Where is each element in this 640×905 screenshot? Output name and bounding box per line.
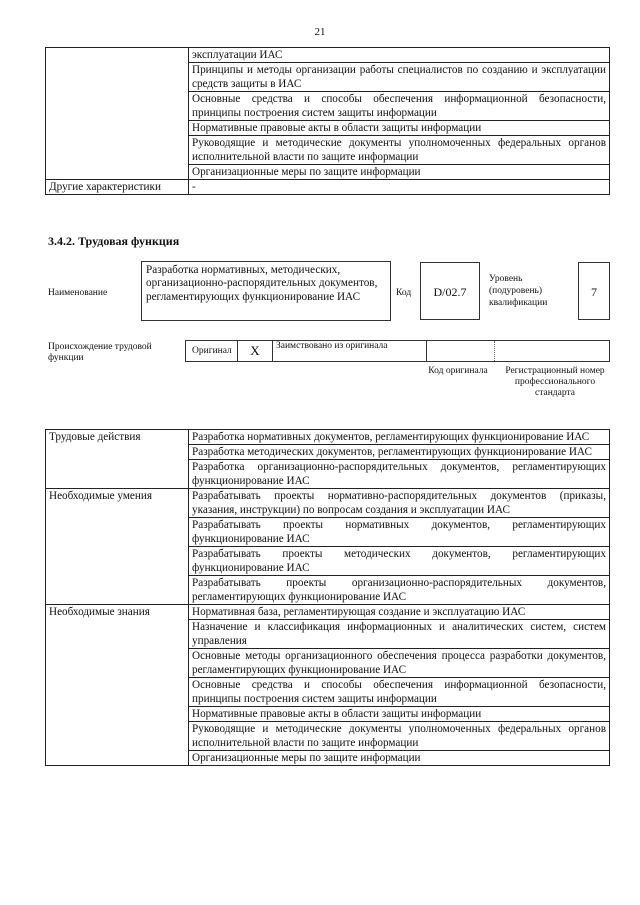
- borrowed-label: Заимствовано из оригинала: [272, 341, 427, 361]
- table-cell: Разрабатывать проекты нормативных документов, регламентирующих функционирование ИАС: [189, 518, 610, 547]
- table-cell: Разрабатывать проекты организационно-распорядительных документов, регламентирующих функционирование ИАС: [189, 576, 610, 605]
- level-value: 7: [578, 262, 610, 320]
- table-row: [46, 605, 610, 620]
- level-label: Уровень (подуровень) квалификации: [489, 274, 548, 308]
- table-cell: Руководящие и методические документы уполномоченных федеральных органов исполнительной власти по защите информации: [189, 722, 610, 751]
- table-cell: Нормативная база, регламентирующая создание и эксплуатацию ИАС: [189, 605, 610, 620]
- table-cell: Основные средства и способы обеспечения информационной безопасности, принципы построения систем защиты информации: [189, 92, 610, 121]
- row-label: Необходимые умения: [46, 489, 189, 605]
- top-table: [45, 47, 610, 195]
- table-cell: Принципы и методы организации работы специалистов по созданию и эксплуатации средств защиты в ИАС: [189, 63, 610, 92]
- table-row: [46, 489, 610, 518]
- main-table: [45, 429, 610, 766]
- original-mark: X: [238, 341, 273, 361]
- table-cell: Разрабатывать проекты нормативно-распорядительных документов (приказы, указания, инструкции) по вопросам создания и эксплуатации ИАС: [189, 489, 610, 518]
- row-label: Трудовые действия: [46, 430, 189, 489]
- table-row: [46, 430, 610, 445]
- code-caption: Код оригинала: [428, 366, 488, 376]
- table-cell: Разработка организационно-распорядительных документов, регламентирующих функционирование ИАС: [189, 460, 610, 489]
- row-label: [46, 48, 189, 180]
- table-cell: -: [189, 180, 610, 195]
- table-cell: Назначение и классификация информационных и аналитических систем, систем управления: [189, 620, 610, 649]
- reg-caption: Регистрационный номер профессионального стандарта: [505, 366, 605, 398]
- table-row: [46, 180, 610, 195]
- table-cell: Разрабатывать проекты методических документов, регламентирующих функционирование ИАС: [189, 547, 610, 576]
- page-number: 21: [314, 26, 326, 38]
- code-value: D/02.7: [420, 262, 480, 320]
- table-cell: Нормативные правовые акты в области защиты информации: [189, 121, 610, 136]
- section-title: 3.4.2. Трудовая функция: [48, 234, 180, 248]
- origin-code-cell: [427, 341, 495, 361]
- table-cell: Разработка нормативных документов, регламентирующих функционирование ИАС: [189, 430, 610, 445]
- table-cell: Нормативные правовые акты в области защиты информации: [189, 707, 610, 722]
- name-label: Наименование: [48, 288, 108, 298]
- table-cell: Разработка методических документов, регламентирующих функционирование ИАС: [189, 445, 610, 460]
- row-label: Необходимые знания: [46, 605, 189, 766]
- origin-reg-cell: [494, 341, 609, 361]
- function-name: Разработка нормативных, методических, организационно-распорядительных документов, регламентирующих функционирование ИАС: [141, 261, 391, 321]
- table-cell: Основные средства и способы обеспечения информационной безопасности, принципы построения систем защиты информации: [189, 678, 610, 707]
- table-cell: Организационные меры по защите информации: [189, 165, 610, 180]
- original-label: Оригинал: [186, 341, 238, 361]
- table-row: [46, 48, 610, 63]
- code-label: Код: [396, 288, 412, 298]
- origin-row: [185, 340, 610, 362]
- table-cell: Руководящие и методические документы уполномоченных федеральных органов исполнительной власти по защите информации: [189, 136, 610, 165]
- row-label: Другие характеристики: [46, 180, 189, 195]
- table-cell: Основные методы организационного обеспечения процесса разработки документов, регламентирующих функционирование ИАС: [189, 649, 610, 678]
- table-cell: Организационные меры по защите информации: [189, 751, 610, 766]
- table-cell: эксплуатации ИАС: [189, 48, 610, 63]
- origin-label: Происхождение трудовой функции: [48, 342, 152, 363]
